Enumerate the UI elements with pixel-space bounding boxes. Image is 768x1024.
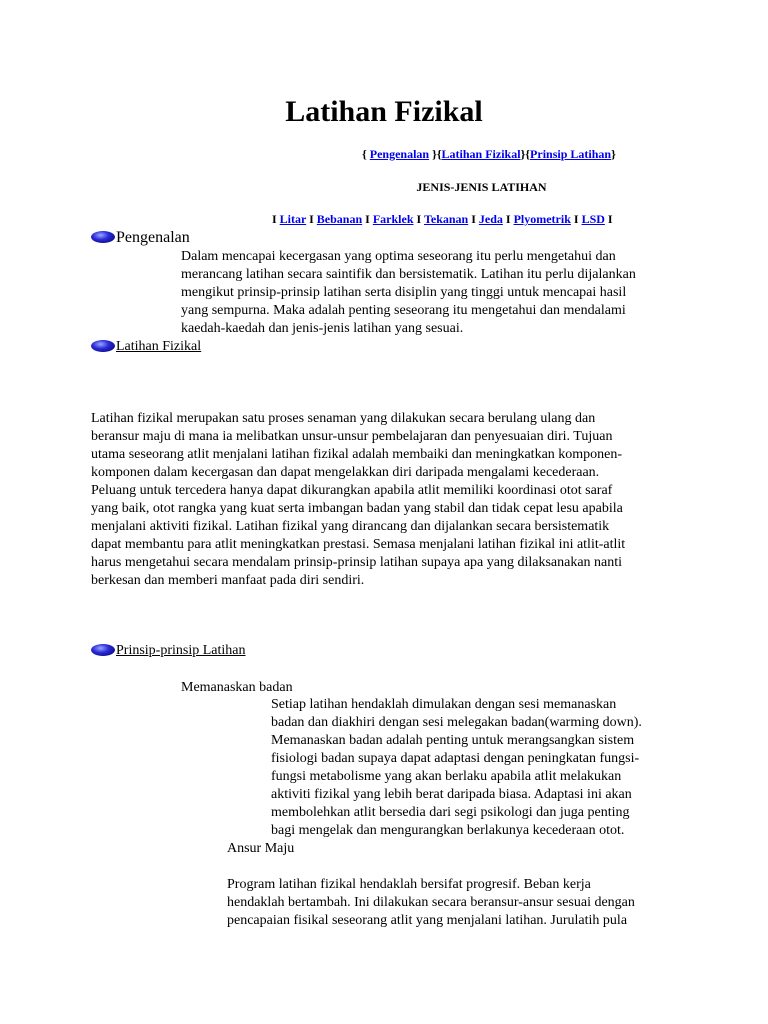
text-line: yang sempurna. Maka adalah penting seseorang itu mengetahui dan mendalami	[181, 303, 626, 318]
nav-link-pengenalan[interactable]: Pengenalan	[369, 147, 430, 161]
nav-brace: }	[429, 147, 437, 161]
text-line: Dalam mencapai kecergasan yang optima seseorang itu perlu mengetahui dan	[181, 249, 616, 264]
section-heading-pengenalan: Pengenalan	[116, 229, 190, 246]
warmup-paragraph	[271, 696, 691, 840]
top-nav	[362, 147, 616, 162]
nav-separator: I	[365, 212, 370, 226]
text-line: kaedah-kaedah dan jenis-jenis latihan yang sesuai.	[181, 321, 464, 336]
text-line: yang baik, otot rangka yang kuat serta imbangan badan yang stabil dan tidak cepat lesu apabila	[91, 501, 623, 516]
bullet-icon	[91, 644, 115, 656]
text-line: Latihan fizikal merupakan satu proses senaman yang dilakukan secara berulang ulang dan	[91, 411, 596, 426]
text-line: Peluang untuk tercedera hanya dapat dikurangkan apabila atlit memiliki koordinasi otot saraf	[91, 483, 613, 498]
text-line: Setiap latihan hendaklah dimulakan dengan sesi memanaskan	[271, 697, 617, 712]
text-line: badan dan diakhiri dengan sesi melegakan badan(warming down).	[271, 715, 642, 730]
warmup-title: Memanaskan badan	[181, 680, 293, 695]
text-line: mengikut prinsip-prinsip latihan serta disiplin yang tinggi untuk mencapai hasil	[181, 285, 627, 300]
progress-title: Ansur Maju	[227, 841, 295, 856]
nav-link-prinsip-latihan[interactable]: Prinsip Latihan	[530, 147, 612, 161]
nav-brace: }	[520, 147, 526, 161]
nav-separator: I	[272, 212, 277, 226]
bullet-icon	[91, 340, 115, 352]
text-line: membolehkan atlit bersedia dari segi psikologi dan juga penting	[271, 805, 630, 820]
nav-brace: {	[436, 147, 442, 161]
type-link-lsd[interactable]: LSD	[581, 212, 605, 226]
text-line: menjalani aktiviti fizikal. Latihan fizikal yang dirancang dan dijalankan secara bersistematik	[91, 519, 610, 534]
text-line: berkesan dan memberi manfaat pada diri sendiri.	[91, 573, 365, 588]
nav-separator: I	[309, 212, 314, 226]
text-line: pencapaian fisikal seseorang atlit yang menjalani latihan. Jurulatih pula	[227, 913, 628, 928]
page-title: Latihan Fizikal	[285, 95, 483, 128]
text-line: Memanaskan badan adalah penting untuk merangsangkan sistem	[271, 733, 635, 748]
text-line: fisiologi badan supaya dapat adaptasi dengan peningkatan fungsi-	[271, 751, 640, 766]
text-line: Program latihan fizikal hendaklah bersifat progresif. Beban kerja	[227, 877, 591, 892]
type-link-plyometrik[interactable]: Plyometrik	[513, 212, 571, 226]
type-link-jeda[interactable]: Jeda	[478, 212, 503, 226]
type-nav	[272, 212, 613, 227]
nav-separator: I	[573, 212, 579, 226]
text-line: beransur maju di mana ia melibatkan unsur-unsur pembelajaran dan penyesuaian diri. Tujuan	[91, 429, 613, 444]
nav-separator: I	[416, 212, 422, 226]
nav-separator: I	[471, 212, 476, 226]
text-line: harus mengetahui secara mendalam prinsip-prinsip latihan supaya apa yang dilaksanakan nanti	[91, 555, 623, 570]
section-heading-latihan-fizikal[interactable]: Latihan Fizikal	[116, 339, 202, 354]
text-line: merancang latihan secara saintifik dan bersistematik. Latihan itu perlu dijalankan	[181, 267, 636, 282]
nav-separator: I	[505, 212, 511, 226]
progress-paragraph	[227, 876, 687, 930]
text-line: utama seseorang atlit menjalani latihan fizikal adalah membaiki dan meningkatkan komponen-	[91, 447, 623, 462]
text-line: komponen dalam kecergasan dan dapat mengelakkan diri daripada mengalami kecederaan.	[91, 465, 600, 480]
physical-paragraph	[91, 410, 691, 590]
text-line: fungsi metabolisme yang akan berlaku apabila atlit melakukan	[271, 769, 622, 784]
nav-brace: }	[611, 147, 616, 161]
nav-brace: {	[362, 147, 370, 161]
intro-paragraph	[181, 248, 681, 338]
section-heading-prinsip-latihan[interactable]: Prinsip-prinsip Latihan	[116, 643, 246, 658]
type-link-tekanan[interactable]: Tekanan	[423, 212, 469, 226]
text-line: aktiviti fizikal yang lebih berat daripada biasa. Adaptasi ini akan	[271, 787, 632, 802]
nav-separator: I	[607, 212, 613, 226]
text-line: hendaklah bertambah. Ini dilakukan secara beransur-ansur sesuai dengan	[227, 895, 635, 910]
type-link-litar[interactable]: Litar	[279, 212, 307, 226]
type-link-farklek[interactable]: Farklek	[372, 212, 414, 226]
text-line: bagi mengelak dan mengurangkan berlakunya kecederaan otot.	[271, 823, 625, 838]
nav-brace: {	[525, 147, 531, 161]
subheading: JENIS-JENIS LATIHAN	[416, 180, 547, 194]
text-line: dapat membantu para atlit meningkatkan prestasi. Semasa menjalani latihan fizikal ini atlit-atlit	[91, 537, 626, 552]
nav-link-latihan-fizikal[interactable]: Latihan Fizikal	[441, 147, 521, 161]
bullet-icon	[91, 231, 115, 243]
type-link-bebanan[interactable]: Bebanan	[316, 212, 363, 226]
